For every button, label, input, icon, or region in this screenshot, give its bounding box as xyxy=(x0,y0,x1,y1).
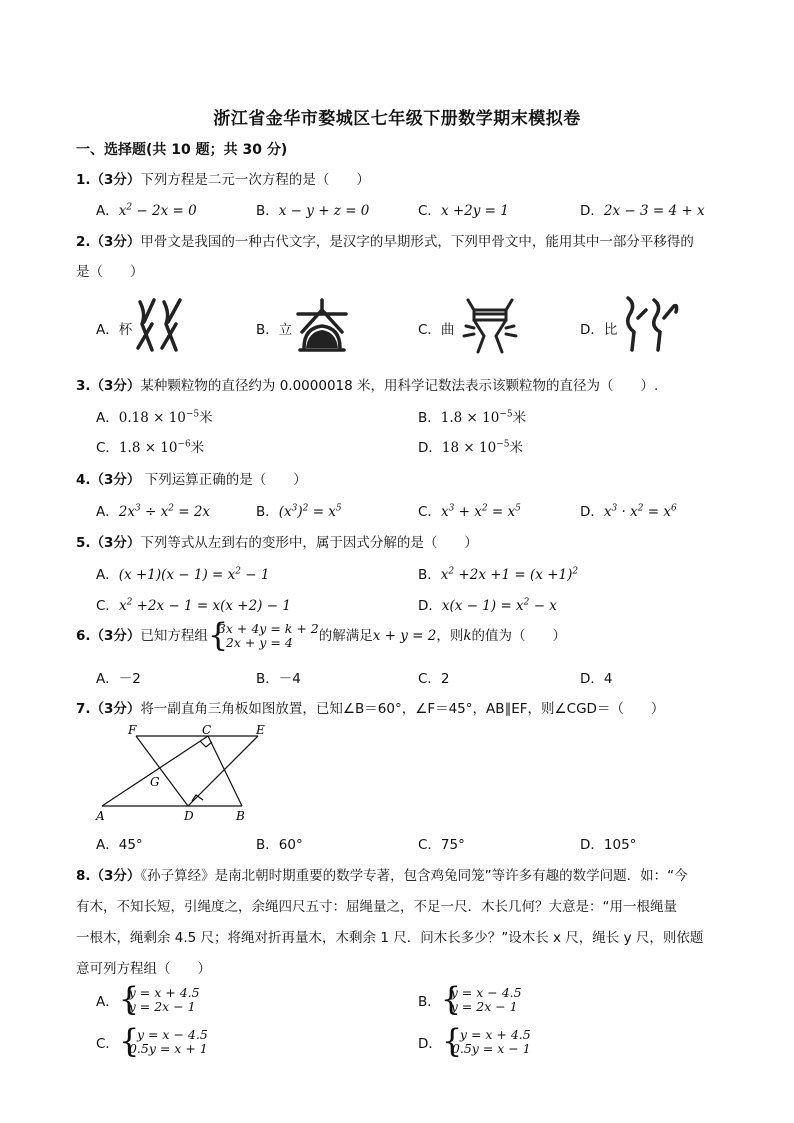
question-8-line2: 有木，不知长短，引绳度之，余绳四尺五寸：屈绳量之，不足一尺．木长几何？大意是：“用一根绳量 xyxy=(76,899,677,915)
q2-option-c: C．曲 xyxy=(418,322,455,338)
q3-option-c: C．$1.8 \times 10^{-6}$米 xyxy=(96,439,205,456)
q6-option-d: D．4 xyxy=(580,671,613,687)
label-G: G xyxy=(150,775,160,789)
q6-option-a: A．－2 xyxy=(96,671,141,687)
q5-option-b: B．$x^2 +2x +1 = (x +1)^2$ xyxy=(418,566,579,583)
q3-option-a: A．$0.18 \times 10^{-5}$米 xyxy=(96,409,213,426)
q1-option-d: D．2x − 3 = 4 + x xyxy=(580,203,705,219)
q5-option-a: A．$(x +1)(x - 1) = x^2 - 1$ xyxy=(96,566,270,583)
q2-option-a: A．杯 xyxy=(96,322,133,338)
q1-option-b: B．x − y + z = 0 xyxy=(256,203,370,219)
label-D: D xyxy=(184,809,194,823)
page-title: 浙江省金华市婺城区七年级下册数学期末模拟卷 xyxy=(213,109,581,129)
q4-option-b: B．$(x^3)^2 = x^5$ xyxy=(256,503,342,520)
q6-equation-system: { 3x + 4y = k + 2 2x + y = 4 xyxy=(207,616,319,654)
question-2: 2.（3分）甲骨文是我国的一种古代文字，是汉字的早期形式，下列甲骨文中，能用其中一部分平移得的 xyxy=(76,234,694,250)
question-7: 7.（3分）将一副直角三角板如图放置，已知∠B＝60°，∠F＝45°，AB∥EF，则∠CGD＝（ ） xyxy=(76,701,665,717)
question-1: 1.（3分）下列方程是二元一次方程的是（ ） xyxy=(76,172,370,188)
section-heading: 一、选择题(共 10 题；共 30 分) xyxy=(76,142,288,158)
label-B: B xyxy=(236,809,245,823)
q2-option-b: B．立 xyxy=(256,322,293,338)
label-C: C xyxy=(202,724,212,737)
q6-option-b: B．－4 xyxy=(256,671,301,687)
label-E: E xyxy=(256,724,265,737)
question-8-line4: 意可列方程组（ ） xyxy=(76,961,211,977)
question-4: 4.（3分） 下列运算正确的是（ ） xyxy=(76,472,307,488)
q4-option-d: D．$x^3 \cdot x^2 = x^6$ xyxy=(580,503,677,520)
oracle-glyph-bei-icon xyxy=(136,294,188,354)
oracle-glyph-li-icon xyxy=(292,296,352,354)
question-2-cont: 是（ ） xyxy=(76,264,144,280)
question-6: 6.（3分）已知方程组 { 3x + 4y = k + 2 2x + y = 4 的解满足x + y = 2，则k的值为（ ） xyxy=(76,616,567,654)
oracle-glyph-bi-icon xyxy=(620,292,684,354)
question-8-line3: 一根木，绳剩余 4.5 尺；将绳对折再量木，木剩余 1 尺．问木长多少？”设木长 x 尺，绳长 y 尺，则依题 xyxy=(76,930,704,946)
q5-option-d: D．$x(x - 1) = x^2 - x$ xyxy=(418,597,557,614)
q8-option-c: C． { y = x − 4.5 0.5y = x + 1 xyxy=(96,1022,208,1060)
question-5: 5.（3分）下列等式从左到右的变形中，属于因式分解的是（ ） xyxy=(76,535,478,551)
q1-option-a: A．$x^2 - 2x = 0$ xyxy=(96,202,197,219)
q7-option-b: B．60° xyxy=(256,837,303,853)
q5-option-c: C．$x^2 +2x - 1 = x(x +2) - 1$ xyxy=(96,597,291,614)
q3-option-d: D．$18 \times 10^{-5}$米 xyxy=(418,439,523,456)
q3-option-b: B．$1.8 \times 10^{-5}$米 xyxy=(418,409,527,426)
q2-option-d: D．比 xyxy=(580,322,618,338)
question-8: 8.（3分）《孙子算经》是南北朝时期重要的数学专著，包含鸡兔同笼”等许多有趣的数学问题．如：“今 xyxy=(76,868,688,884)
q7-option-c: C．75° xyxy=(418,837,465,853)
q8-option-a: A． { y = x + 4.5 y = 2x − 1 xyxy=(96,980,200,1018)
label-A: A xyxy=(96,809,105,823)
q7-option-d: D．105° xyxy=(580,837,637,853)
label-F: F xyxy=(128,724,137,737)
q6-option-c: C．2 xyxy=(418,671,450,687)
triangle-figure xyxy=(92,724,282,824)
question-3: 3.（3分）某种颗粒物的直径约为 0.0000018 米，用科学记数法表示该颗粒物的直径为（ ）. xyxy=(76,378,659,394)
q8-option-b: B． { y = x − 4.5 y = 2x − 1 xyxy=(418,980,522,1018)
q1-option-c: C．x +2y = 1 xyxy=(418,203,509,219)
q4-option-a: A．$2x^3 \div x^2 = 2x$ xyxy=(96,503,211,520)
q4-option-c: C．$x^3 + x^2 = x^5$ xyxy=(418,503,521,520)
q7-option-a: A．45° xyxy=(96,837,143,853)
oracle-glyph-qu-icon xyxy=(462,296,518,356)
q8-option-d: D． { y = x + 4.5 0.5y = x − 1 xyxy=(418,1022,531,1060)
